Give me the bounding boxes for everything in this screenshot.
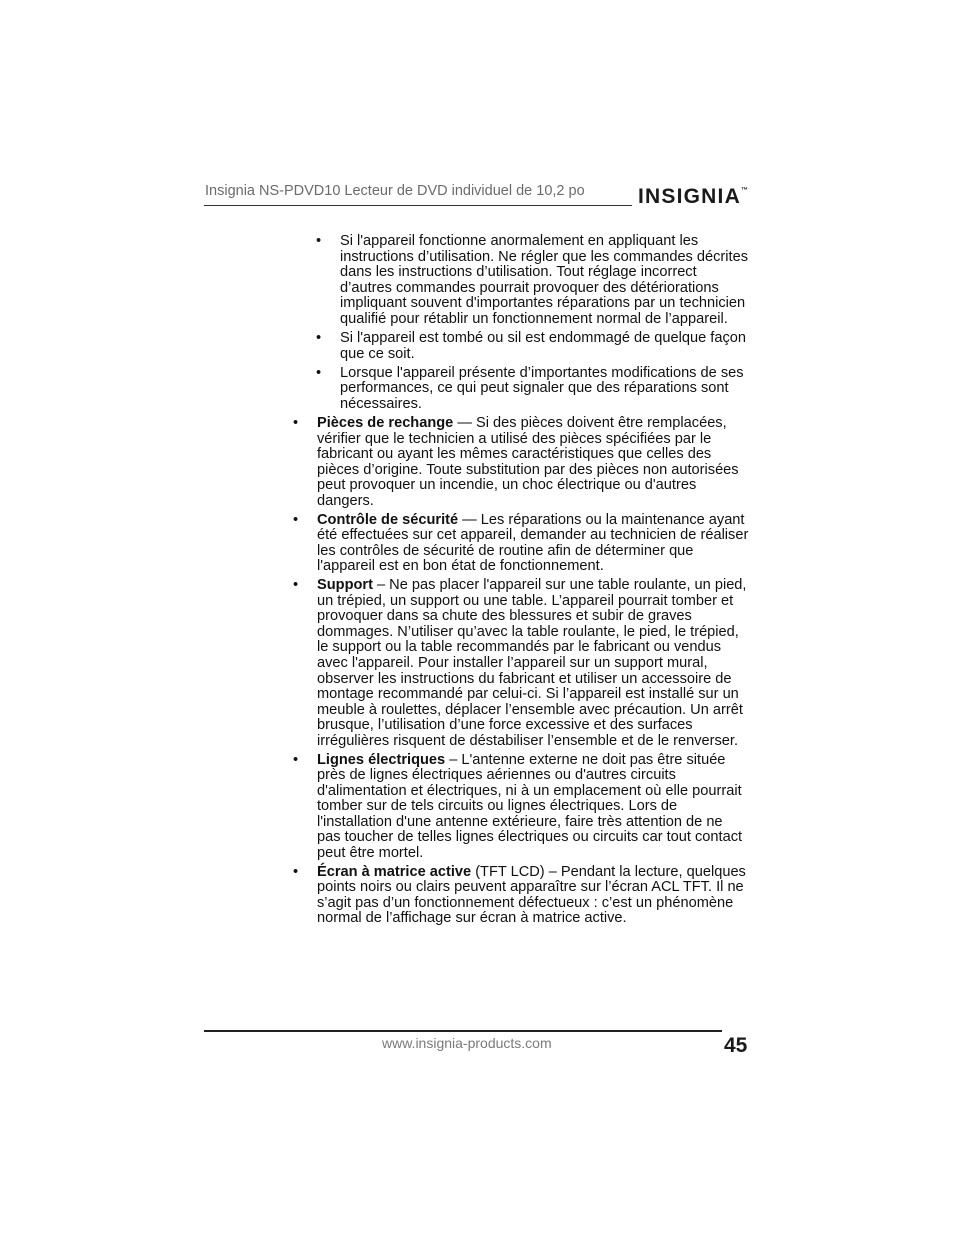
list-item <box>291 865 749 927</box>
logo-trademark: ™ <box>740 187 748 194</box>
sub-item-text: Lorsque l'appareil présente d’importantes modifications de ses performances, ce qui peut signaler que des réparations sont nécessaires. <box>340 364 744 412</box>
item-text: (TFT LCD) – Pendant la lecture, quelques points noirs ou clairs peuvent apparaître sur l’écran ACL TFT. Il ne s’agit pas d’un fonctionnement défectueux : c’est un phénomène normal de l’affichage sur écran à matrice active. <box>317 863 746 927</box>
bullet-icon: • <box>293 415 299 432</box>
insignia-logo <box>638 185 748 209</box>
sub-item-text: Si l'appareil est tombé ou sil est endommagé de quelque façon que ce soit. <box>340 330 746 362</box>
footer-divider <box>204 1030 722 1032</box>
list-item <box>291 513 749 575</box>
item-term: Écran à matrice active <box>317 863 472 880</box>
footer-url: www.insignia-products.com <box>382 1035 552 1051</box>
item-term: Lignes électriques <box>317 751 446 768</box>
item-term: Contrôle de sécurité <box>317 511 459 528</box>
bullet-icon: • <box>293 511 299 528</box>
list-item <box>291 416 749 510</box>
sub-item-text: Si l'appareil fonctionne anormalement en appliquant les instructions d’utilisation. Ne régler que les commandes décrites dans les instructions d’utilisation. Tout réglage incorrect d’autres commandes pourrait provoquer des détériorations impliquant souvent d'importantes réparations par un technicien qualifié pour rétablir un fonctionnement normal de l’appareil. <box>340 233 749 327</box>
item-term: Pièces de rechange <box>317 415 454 432</box>
page-number: 45 <box>724 1034 748 1057</box>
main-content <box>291 234 749 930</box>
item-term: Support <box>317 576 373 593</box>
sub-list-item <box>316 366 749 413</box>
bullet-list <box>291 416 749 927</box>
bullet-icon: • <box>293 863 299 880</box>
bullet-icon: • <box>316 233 322 249</box>
list-item <box>291 578 749 750</box>
sub-bullet-list <box>316 234 749 413</box>
sub-list-item <box>316 331 749 362</box>
bullet-icon: • <box>293 576 299 593</box>
bullet-icon: • <box>316 330 322 347</box>
logo-text: INSIGNIA <box>638 185 741 208</box>
header-divider <box>204 205 632 206</box>
sub-list-item <box>316 234 749 328</box>
item-text: — Les réparations ou la maintenance ayant été effectuées sur cet appareil, demander au technicien de réaliser les contrôles de sécurité de routine afin de déterminer que l'appareil est en bon état de fonctionnement. <box>317 511 749 575</box>
item-text: – Ne pas placer l'appareil sur une table roulante, un pied, un trépied, un support ou une table. L’appareil pourrait tomber et provoquer dans sa chute des blessures et subir de graves dommages. N’utiliser qu’avec la table roulante, le pied, le trépied, le support ou la table recommandés par le fabricant ou vendus avec l'appareil. Pour installer l’appareil sur un support mural, observer les instructions du fabricant et utiliser un accessoire de montage recommandé par celui-ci. Si l’appareil est installé sur un meuble à roulettes, déplacer l’ensemble avec précaution. Un arrêt brusque, l’utilisation d’une force excessive et des surfaces irrégulières risquent de déstabiliser l’ensemble et de le renverser. <box>317 576 747 749</box>
bullet-icon: • <box>293 751 299 768</box>
list-item <box>291 753 749 862</box>
bullet-icon: • <box>316 364 322 381</box>
header-title: Insignia NS-PDVD10 Lecteur de DVD individuel de 10,2 po <box>205 183 585 199</box>
item-text: — Si des pièces doivent être remplacées, vérifier que le technicien a utilisé des pièces spécifiées par le fabricant ou ayant les mêmes caractéristiques que celles des pièces d’origine. Toute substitution par des pièces non autorisées peut provoquer un incendie, un choc électrique ou d'autres dangers. <box>317 415 739 509</box>
item-text: – L'antenne externe ne doit pas être située près de lignes électriques aériennes ou d'autres circuits d'alimentation et électriques, ni à un emplacement où elle pourrait tomber sur de tels circuits ou lignes électriques. Lors de l'installation d'une antenne extérieure, faire très attention de ne pas toucher de telles lignes électriques ou circuits car tout contact peut être mortel. <box>317 751 743 862</box>
